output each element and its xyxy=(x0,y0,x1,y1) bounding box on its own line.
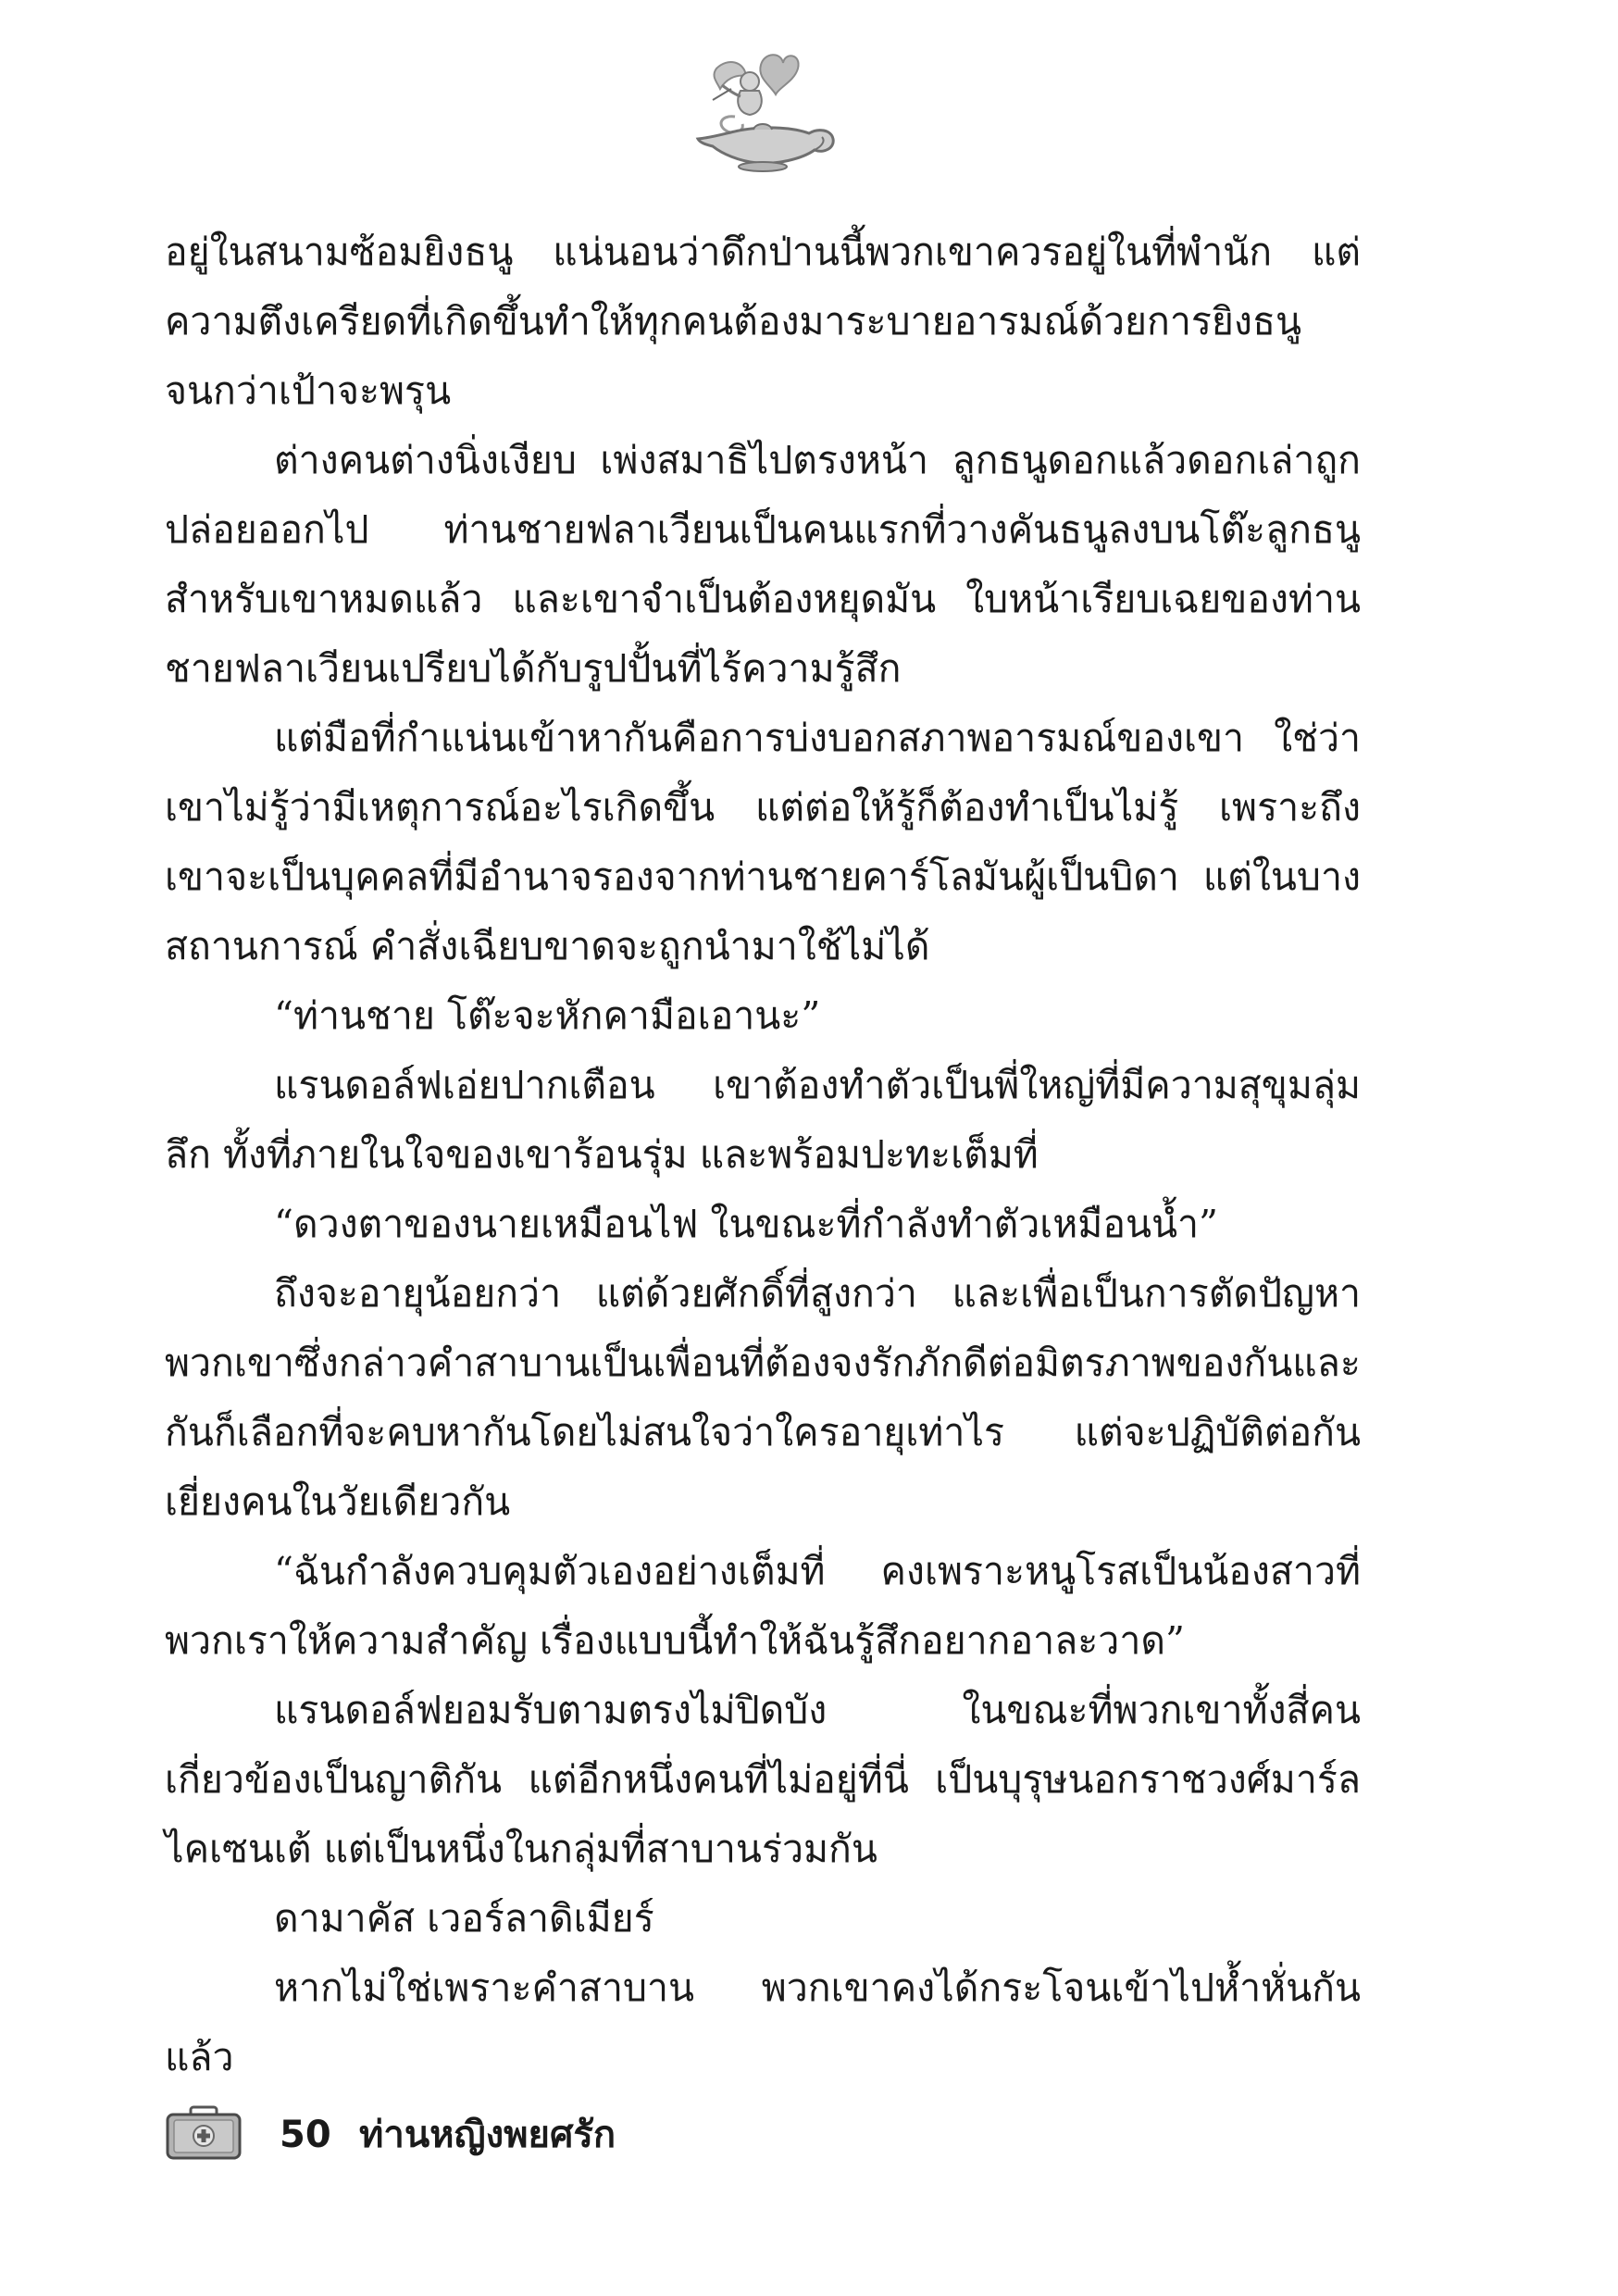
paragraph: แต่มือที่กำแน่นเข้าหากันคือการบ่งบอกสภาพอารมณ์ของเขา ใช่ว่าเขาไม่รู้ว่ามีเหตุการณ์อะไรเกิดขึ้น แต่ต่อให้รู้ก็ต้องทำเป็นไม่รู้ เพราะถึงเขาจะเป็นบุคคลที่มีอำนาจรองจากท่านชายคาร์โลมันผู้เป็นบิดา แต่ในบางสถานการณ์ คำสั่งเฉียบขาดจะถูกนำมาใช้ไม่ได้ xyxy=(165,716,1361,968)
paragraph: หากไม่ใช่เพราะคำสาบาน พวกเขาคงได้กระโจนเข้าไปห้ำหั่นกันแล้ว xyxy=(165,1965,1361,2079)
paragraph: “ดวงตาของนายเหมือนไฟ ในขณะที่กำลังทำตัวเหมือนน้ำ” xyxy=(274,1202,1218,1246)
paragraph: ดามาคัส เวอร์ลาดิเมียร์ xyxy=(274,1896,654,1940)
paragraph: แรนดอล์ฟยอมรับตามตรงไม่ปิดบัง ในขณะที่พวกเขาทั้งสี่คนเกี่ยวข้องเป็นญาติกัน แต่อีกหนึ่งคนที่ไม่อยู่ที่นี่ เป็นบุรุษนอกราชวงศ์มาร์ลไคเซนเต้ แต่เป็นหนึ่งในกลุ่มที่สาบานร่วมกัน xyxy=(165,1688,1361,1871)
cupid-on-genie-lamp-icon xyxy=(679,48,837,173)
first-aid-kit-icon xyxy=(165,2105,243,2161)
paragraph: ถึงจะอายุน้อยกว่า แต่ด้วยศักดิ์ที่สูงกว่า และเพื่อเป็นการตัดปัญหาพวกเขาซึ่งกล่าวคำสาบานเป็นเพื่อนที่ต้องจงรักภักดีต่อมิตรภาพของกันและกันก็เลือกที่จะคบหากันโดยไม่สนใจว่าใครอายุเท่าไร แต่จะปฏิบัติต่อกันเยี่ยงคนในวัยเดียวกัน xyxy=(165,1271,1361,1524)
page-footer xyxy=(165,2105,998,2165)
body-text xyxy=(165,218,1361,2092)
paragraph: อยู่ในสนามซ้อมยิงธนู แน่นอนว่าดึกป่านนี้พวกเขาควรอยู่ในที่พำนัก แต่ความตึงเครียดที่เกิดขึ้นทำให้ทุกคนต้องมาระบายอารมณ์ด้วยการยิงธนูจนกว่าเป้าจะพรุน xyxy=(165,230,1361,413)
paragraph: “ท่านชาย โต๊ะจะหักคามือเอานะ” xyxy=(274,993,821,1038)
page-number: 50 xyxy=(280,2114,331,2156)
paragraph: แรนดอล์ฟเอ่ยปากเตือน เขาต้องทำตัวเป็นพี่ใหญ่ที่มีความสุขุมลุ่มลึก ทั้งที่ภายในใจของเขาร้อนรุ่ม และพร้อมปะทะเต็มที่ xyxy=(165,1063,1361,1177)
book-title: ท่านหญิงพยศรัก xyxy=(359,2114,616,2156)
paragraph: ต่างคนต่างนิ่งเงียบ เพ่งสมาธิไปตรงหน้า ลูกธนูดอกแล้วดอกเล่าถูกปล่อยออกไป ท่านชายฟลาเวียนเป็นคนแรกที่วางคันธนูลงบนโต๊ะลูกธนูสำหรับเขาหมดแล้ว และเขาจำเป็นต้องหยุดมัน ใบหน้าเรียบเฉยของท่านชายฟลาเวียนเปรียบได้กับรูปปั้นที่ไร้ความรู้สึก xyxy=(165,438,1361,691)
paragraph: “ฉันกำลังควบคุมตัวเองอย่างเต็มที่ คงเพราะหนูโรสเป็นน้องสาวที่พวกเราให้ความสำคัญ เรื่องแบบนี้ทำให้ฉันรู้สึกอยากอาละวาด” xyxy=(165,1549,1361,1663)
